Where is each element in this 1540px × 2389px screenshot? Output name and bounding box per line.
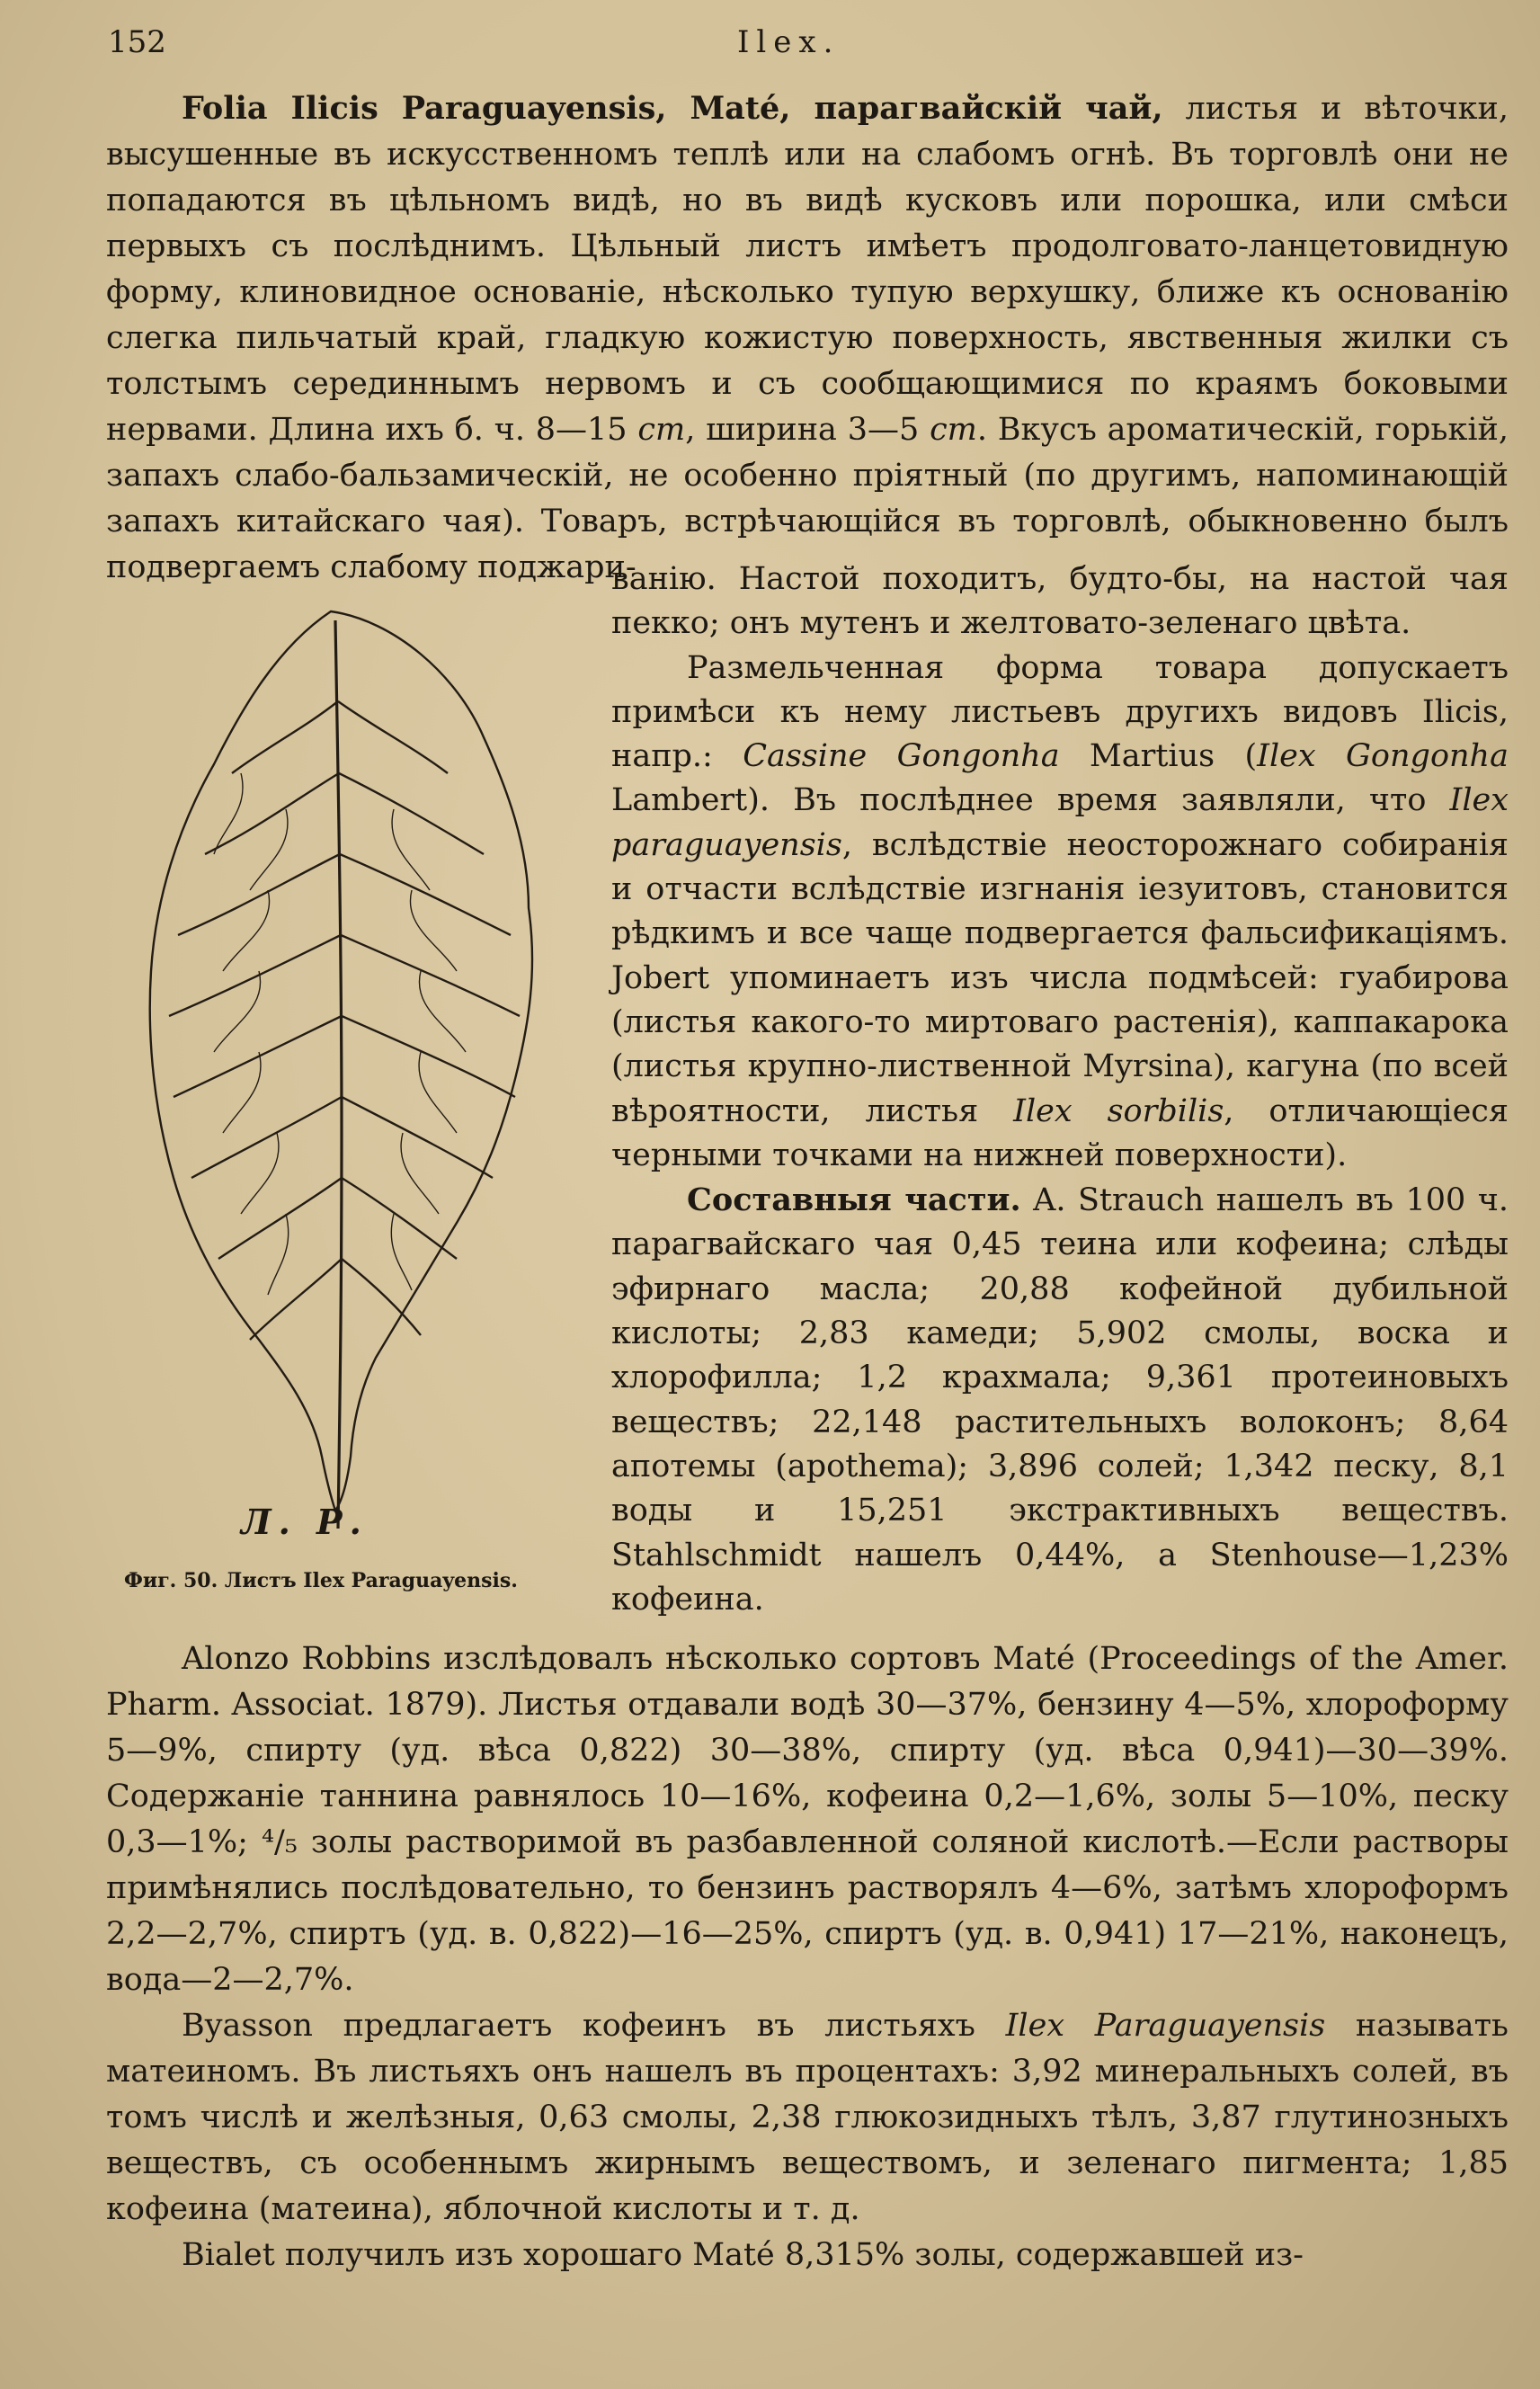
intro-paragraph-end: ванію. Настой походитъ, будто-бы, на настой чая пекко; онъ мутенъ и желтовато-зеленаго цвѣта. <box>611 561 1509 642</box>
bialet-paragraph: Bialet получилъ изъ хорошаго Maté 8,315% золы, содержавшей из- <box>182 2237 1304 2273</box>
figure-caption: Фиг. 50. Листъ Ilex Paraguayensis. <box>124 1569 518 1592</box>
intro-text-2: , ширина 3—5 <box>685 412 930 448</box>
right-column-text <box>611 557 1509 1622</box>
admixture-paragraph: Размельченная форма товара допускаетъ примѣси къ нему листьевъ другихъ видовъ Ilicis, напр.: Cassine Gongonha Martius (Ilex Gongonha Lambert). Въ послѣднее время заявляли, что Ilex paraguayensis, вслѣдствіе неосторожнаго собиранія и отчасти вслѣдствіе изгнанія іезуитовъ, становится рѣдкимъ и все чаще подвергается фальсификаціямъ. Jobert упоминаетъ изъ числа подмѣсей: гуабирова (листья какого-то миртоваго растенія), каппакарока (листья крупно-лиственной Myrsina), кагуна (по всей вѣроятности, листья Ilex sorbilis, отличающіеся черными точками на нижней поверхности). <box>611 649 1509 1173</box>
intro-text: листья и вѣточки, высушенные въ искусственномъ теплѣ или на слабомъ огнѣ. Въ торговлѣ они не попадаются въ цѣльномъ видѣ, но въ видѣ кусковъ или порошка, или смѣси первыхъ съ послѣднимъ. Цѣльный листъ имѣетъ продолговато-ланцетовидную форму, клиновидное основаніе, нѣсколько тупую верхушку, ближе къ основанію слегка пильчатый край, гладкую кожистую поверхность, явственныя жилки съ толстымъ серединнымъ нервомъ и съ сообщающимися по краямъ боковыми нервами. Длина ихъ б. ч. 8—15 <box>106 91 1509 448</box>
intro-paragraph-block <box>106 85 1509 591</box>
running-title: Ilex. <box>737 24 841 60</box>
byasson-paragraph: Byasson предлагаетъ кофеинъ въ листьяхъ Ilex Paraguayensis называть матеиномъ. Въ листьяхъ онъ нашелъ въ процентахъ: 3,92 минеральныхъ солей, въ томъ числѣ и желѣзныя, 0,63 смолы, 2,38 глюкозидныхъ тѣлъ, 3,87 глутинозныхъ веществъ, съ особеннымъ жирнымъ веществомъ, и зеленаго пигмента; 1,85 кофеина (матеина), яблочной кислоты и т. д. <box>106 2008 1509 2227</box>
constituents-paragraph: Составныя части. A. Strauch нашелъ въ 100 ч. парагвайскаго чая 0,45 теина или кофеина; слѣды эфирнаго масла; 20,88 кофейной дубильной кислоты; 2,83 камеди; 5,902 смолы, воска и хлорофилла; 1,2 крахмала; 9,361 протеиновыхъ веществъ; 22,148 растительныхъ волоконъ; 8,64 апотемы (apothema); 3,896 солей; 1,342 песку, 8,1 воды и 15,251 экстрактивныхъ веществъ. Stahlschmidt нашелъ 0,44%, а Stenhouse—1,23% кофеина. <box>611 1181 1509 1618</box>
leaf-illustration <box>106 593 610 1564</box>
unit-cm-2: cm <box>930 412 977 448</box>
unit-cm-1: cm <box>637 412 686 448</box>
leaf-figure <box>106 593 610 1618</box>
page-number: 152 <box>108 24 166 60</box>
page-header <box>108 20 1510 65</box>
bottom-text <box>106 1636 1509 2278</box>
illustrator-initials: Л. Р. <box>241 1502 369 1542</box>
constituents-heading: Составныя части. <box>687 1181 1021 1219</box>
drug-term: Folia Ilicis Paraguayensis, Maté, парагвайскій чай, <box>182 90 1163 127</box>
intro-paragraph <box>106 85 1509 591</box>
intro-text-3: . Вкусъ ароматическій, горькій, запахъ слабо-бальзамическій, не особенно пріятный (по другимъ, напоминающій запахъ китайскаго чая). Товаръ, встрѣчающійся въ торговлѣ, обыкновенно былъ подвергаемъ слабому поджари- <box>106 412 1509 585</box>
leaf-midrib <box>335 620 342 1529</box>
robbins-paragraph: Alonzo Robbins изслѣдовалъ нѣсколько сортовъ Maté (Proceedings of the Amer. Pharm. Associat. 1879). Листья отдавали водѣ 30—37%, бензину 4—5%, хлороформу 5—9%, спирту (уд. вѣса 0,822) 30—38%, спирту (уд. вѣса 0,941)—30—39%. Содержаніе таннина равнялось 10—16%, кофеина 0,2—1,6%, золы 5—10%, песку 0,3—1%; ⁴/₅ золы растворимой въ разбавленной соляной кислотѣ.—Если растворы примѣнялись послѣдовательно, то бензинъ растворялъ 4—6%, затѣмъ хлороформъ 2,2—2,7%, спиртъ (уд. в. 0,822)—16—25%, спиртъ (уд. в. 0,941) 17—21%, наконецъ, вода—2—2,7%. <box>106 1641 1509 1998</box>
